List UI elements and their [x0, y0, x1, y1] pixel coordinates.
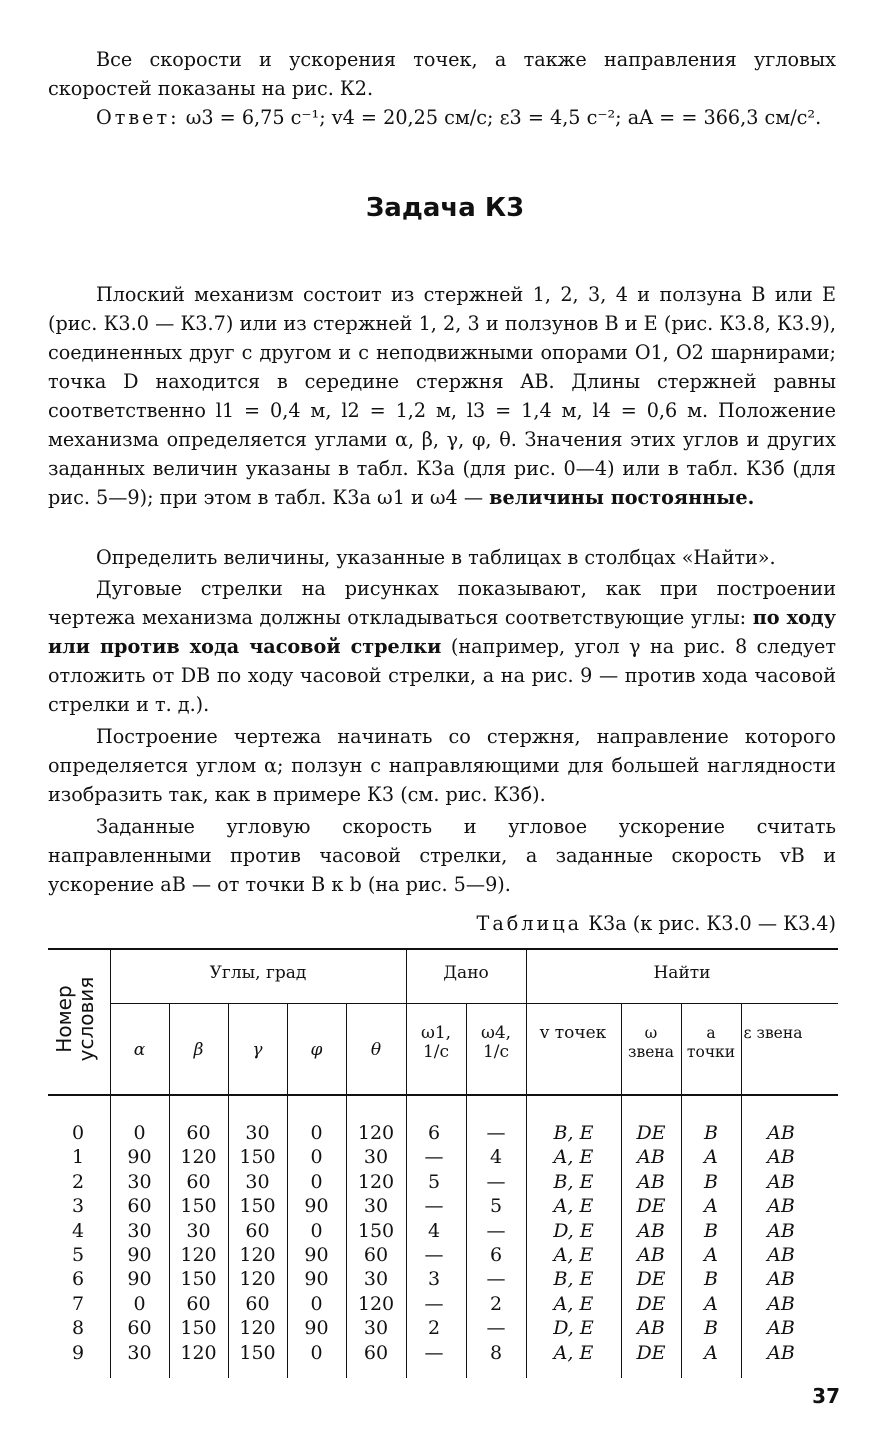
paragraph-1-bold: величины постоянные. [489, 486, 755, 509]
header-beta: β [193, 1040, 204, 1060]
table-cell-phi-7: 0 [310, 1292, 323, 1315]
paragraph-1 [48, 280, 836, 512]
answer-text: ω3 = 6,75 с⁻¹; v4 = 20,25 см/с; ε3 = 4,5 с⁻²; aA = = 366,3 см/с². [185, 106, 822, 129]
table-cell-theta-5: 60 [363, 1243, 389, 1266]
header-omega-link: ω звена [628, 1024, 674, 1061]
table-cell-alpha-1: 90 [127, 1146, 152, 1169]
header-find: Найти [653, 963, 711, 983]
table-cell-w1-6: 3 [427, 1268, 441, 1291]
table-cell-w1-0: 6 [427, 1122, 441, 1144]
table-cell-w4-4: — [486, 1219, 506, 1242]
table-cell-beta-2: 60 [186, 1170, 211, 1193]
column-phi [287, 1121, 346, 1365]
table-cell-num-7: 7 [71, 1292, 85, 1315]
table-cell-theta-2: 120 [357, 1170, 395, 1193]
table-cell-beta-9: 120 [180, 1341, 217, 1364]
table-cell-w-4: AB [637, 1219, 665, 1242]
table-cell-beta-0: 60 [186, 1122, 211, 1144]
table-cell-num-5: 5 [71, 1243, 85, 1266]
header-alpha: α [133, 1040, 146, 1060]
table-cell-w-6: DE [636, 1268, 666, 1291]
table-caption-label: Таблица [476, 912, 583, 935]
table-cell-e-9: AB [767, 1341, 795, 1364]
table-cell-alpha-4: 30 [127, 1219, 152, 1242]
paragraph-4: Построение чертежа начинать со стержня, направление которого определяется углом α; ползун с направляющими для большей наглядности изобразить так, как в примере К3 (см. рис. К3б). [48, 725, 836, 806]
table-cell-w4-5: 6 [489, 1243, 503, 1266]
header-omega4: ω4, 1/с [480, 1023, 512, 1062]
table-cell-w-3: DE [636, 1195, 666, 1218]
table-cell-w-8: AB [637, 1317, 665, 1340]
table-cell-alpha-3: 60 [127, 1195, 152, 1218]
table-cell-v-5: A, E [553, 1243, 594, 1266]
table-cell-theta-7: 120 [357, 1292, 395, 1315]
table-cell-gamma-3: 150 [239, 1195, 276, 1218]
table-cell-num-6: 6 [71, 1268, 85, 1291]
table-cell-phi-4: 0 [310, 1219, 323, 1242]
table-cell-alpha-8: 60 [127, 1317, 152, 1340]
table-cell-w1-8: 2 [427, 1317, 441, 1340]
table-cell-v-4: D, E [553, 1219, 594, 1242]
table-cell-w4-8: — [486, 1317, 506, 1340]
table-cell-v-9: A, E [553, 1341, 594, 1364]
table-cell-beta-4: 30 [186, 1219, 211, 1242]
table-cell-gamma-0: 30 [245, 1122, 270, 1144]
header-eps-link: ε звена [743, 1024, 803, 1042]
column-theta [346, 1121, 406, 1365]
header-condition-number: Номер условия [52, 976, 98, 1062]
answer-label: Ответ: [96, 106, 180, 129]
table-cell-gamma-4: 60 [245, 1219, 270, 1242]
table-cell-theta-6: 30 [363, 1268, 389, 1291]
table-cell-a-7: A [704, 1292, 718, 1315]
paragraph-5: Заданные угловую скорость и угловое ускорение считать направленными против часовой стрелки, а заданные скорость vB и ускорение aB — от точки B к b (на рис. 5—9). [48, 815, 836, 896]
table-cell-alpha-2: 30 [127, 1170, 152, 1193]
table-cell-e-1: AB [767, 1146, 795, 1169]
table-cell-e-2: AB [767, 1170, 795, 1193]
table-cell-num-3: 3 [71, 1195, 85, 1218]
answer-paragraph [48, 103, 836, 132]
table-cell-a-0: B [704, 1122, 718, 1144]
table-cell-v-7: A, E [553, 1292, 594, 1315]
table-cell-alpha-7: 0 [133, 1292, 146, 1315]
table-cell-w4-3: 5 [489, 1195, 503, 1218]
table-cell-a-3: A [704, 1195, 718, 1218]
table-cell-a-4: B [704, 1219, 718, 1242]
column-omega [621, 1121, 681, 1365]
table-cell-e-0: AB [767, 1122, 795, 1144]
table-cell-phi-2: 0 [310, 1170, 323, 1193]
table-cell-phi-9: 0 [310, 1341, 323, 1364]
table-cell-e-4: AB [767, 1219, 795, 1242]
table-cell-v-2: B, E [553, 1170, 594, 1193]
table-cell-num-2: 2 [71, 1170, 85, 1193]
task-title: Задача К3 [365, 193, 525, 223]
table-cell-a-5: A [704, 1243, 718, 1266]
column-gamma [228, 1121, 287, 1365]
table-cell-theta-9: 60 [363, 1341, 389, 1364]
header-given: Дано [443, 963, 489, 983]
table-cell-w4-1: 4 [489, 1146, 503, 1169]
table-cell-w1-3: — [424, 1195, 444, 1218]
header-theta: θ [370, 1040, 382, 1060]
column-alpha [110, 1121, 169, 1365]
table-cell-phi-5: 90 [304, 1243, 329, 1266]
table-cell-theta-8: 30 [363, 1317, 389, 1340]
table-cell-num-8: 8 [71, 1317, 85, 1340]
table-cell-num-0: 0 [71, 1122, 85, 1144]
table-cell-w-2: AB [637, 1170, 665, 1193]
intro-paragraph: Все скорости и ускорения точек, а также направления угловых скоростей показаны на рис. К2. [48, 48, 836, 100]
table-cell-e-6: AB [767, 1268, 795, 1291]
paragraph-3-text-b: (например, угол γ на рис. 8 следует отложить от DB по ходу часовой стрелки, а на рис. 9 — против хода часовой стрелки и т. д.). [48, 635, 836, 716]
table-cell-theta-0: 120 [357, 1122, 395, 1144]
table-cell-v-8: D, E [553, 1317, 594, 1340]
table-cell-w4-2: — [486, 1170, 506, 1193]
table-cell-w4-0: — [486, 1122, 506, 1144]
header-omega1: ω1, 1/с [420, 1023, 452, 1062]
table-cell-gamma-6: 120 [239, 1268, 276, 1291]
table-cell-w-7: DE [636, 1292, 666, 1315]
table-vline [466, 1003, 467, 1378]
table-cell-gamma-1: 150 [239, 1146, 276, 1169]
column-beta [169, 1121, 228, 1365]
table-cell-num-1: 1 [71, 1146, 85, 1169]
table-cell-phi-8: 90 [304, 1317, 329, 1340]
table-cell-phi-1: 0 [310, 1146, 323, 1169]
table-cell-w1-1: — [424, 1146, 444, 1169]
table-cell-v-6: B, E [553, 1268, 594, 1291]
table-caption [477, 912, 836, 935]
table-cell-w1-5: — [424, 1243, 444, 1266]
table-cell-w4-6: — [486, 1268, 506, 1291]
table-k3a [48, 948, 838, 1378]
table-cell-gamma-8: 120 [239, 1317, 276, 1340]
table-top-rule [48, 948, 838, 950]
header-gamma: γ [252, 1040, 263, 1060]
header-phi: φ [310, 1040, 323, 1060]
table-cell-beta-1: 120 [180, 1146, 217, 1169]
table-cell-w-1: AB [637, 1146, 665, 1169]
table-cell-w1-4: 4 [427, 1219, 441, 1242]
table-cell-v-0: B, E [553, 1122, 594, 1144]
table-cell-a-1: A [704, 1146, 718, 1169]
table-cell-gamma-9: 150 [239, 1341, 276, 1364]
table-cell-a-9: A [704, 1341, 718, 1364]
table-cell-v-1: A, E [553, 1146, 594, 1169]
table-cell-phi-0: 0 [310, 1122, 323, 1144]
table-cell-e-3: AB [767, 1195, 795, 1218]
column-eps [741, 1121, 821, 1365]
header-v-points: v точек [539, 1023, 607, 1043]
table-cell-alpha-6: 90 [127, 1268, 152, 1291]
table-cell-theta-3: 30 [363, 1195, 389, 1218]
table-cell-a-6: B [704, 1268, 718, 1291]
column-omega1 [406, 1121, 462, 1365]
table-cell-phi-3: 90 [304, 1195, 329, 1218]
table-cell-e-8: AB [767, 1317, 795, 1340]
header-angles: Углы, град [209, 963, 307, 983]
table-cell-w1-7: — [424, 1292, 444, 1315]
table-cell-beta-8: 150 [180, 1317, 217, 1340]
table-cell-phi-6: 90 [304, 1268, 329, 1291]
page-number: 37 [812, 1384, 840, 1408]
table-cell-beta-3: 150 [180, 1195, 217, 1218]
table-cell-gamma-5: 120 [239, 1243, 276, 1266]
column-omega4 [468, 1121, 524, 1365]
table-cell-e-5: AB [767, 1243, 795, 1266]
table-cell-beta-7: 60 [186, 1292, 211, 1315]
table-cell-w-5: AB [637, 1243, 665, 1266]
column-v [526, 1121, 621, 1365]
table-cell-w4-7: 2 [489, 1292, 503, 1315]
table-cell-num-9: 9 [71, 1341, 85, 1364]
table-cell-v-3: A, E [553, 1195, 594, 1218]
table-cell-a-2: B [704, 1170, 718, 1193]
table-cell-a-8: B [704, 1317, 718, 1340]
table-cell-w4-9: 8 [489, 1341, 503, 1364]
column-number [58, 1121, 98, 1365]
table-cell-beta-6: 150 [180, 1268, 217, 1291]
table-caption-rest: К3а (к рис. К3.0 — К3.4) [588, 912, 836, 935]
table-cell-alpha-9: 30 [127, 1341, 152, 1364]
table-cell-alpha-5: 90 [127, 1243, 152, 1266]
table-cell-beta-5: 120 [180, 1243, 217, 1266]
table-cell-e-7: AB [767, 1292, 795, 1315]
table-cell-theta-1: 30 [363, 1146, 389, 1169]
header-a-point: a точки [686, 1024, 736, 1061]
paragraph-3-text-a: Дуговые стрелки на рисунках показывают, как при построении чертежа механизма должны откладываться соответствующие углы: [48, 577, 836, 629]
table-cell-theta-4: 150 [357, 1219, 395, 1242]
table-cell-w-0: DE [636, 1122, 666, 1144]
table-cell-w1-9: — [424, 1341, 444, 1364]
table-cell-num-4: 4 [71, 1219, 85, 1242]
paragraph-1-text: Плоский механизм состоит из стержней 1, 2, 3, 4 и ползуна B или E (рис. К3.0 — К3.7) или из стержней 1, 2, 3 и ползунов B и E (рис. К3.8, К3.9), соединенных друг с другом и с неподвижными опорами O1, O2 шарнирами; точка D находится в середине стержня AB. Длины стержней равны соответственно l1 = 0,4 м, l2 = 1,2 м, l3 = 1,4 м, l4 = 0,6 м. Положение механизма определяется углами α, β, γ, φ, θ. Значения этих углов и других заданных величин указаны в табл. К3а (для рис. 0—4) или в табл. К3б (для рис. 5—9); при этом в табл. К3а ω1 и ω4 — [48, 283, 836, 509]
column-a [681, 1121, 741, 1365]
table-cell-gamma-2: 30 [245, 1170, 270, 1193]
table-group-rule [110, 1003, 838, 1004]
paragraph-3 [48, 574, 836, 719]
paragraph-3-bold: по ходу или против хода часовой стрелки [48, 606, 836, 658]
table-cell-w1-2: 5 [427, 1170, 441, 1193]
table-cell-w-9: DE [636, 1341, 666, 1364]
table-header-rule [48, 1094, 838, 1096]
table-cell-alpha-0: 0 [133, 1122, 146, 1144]
table-cell-gamma-7: 60 [245, 1292, 270, 1315]
paragraph-2: Определить величины, указанные в таблицах в столбцах «Найти». [96, 546, 776, 569]
